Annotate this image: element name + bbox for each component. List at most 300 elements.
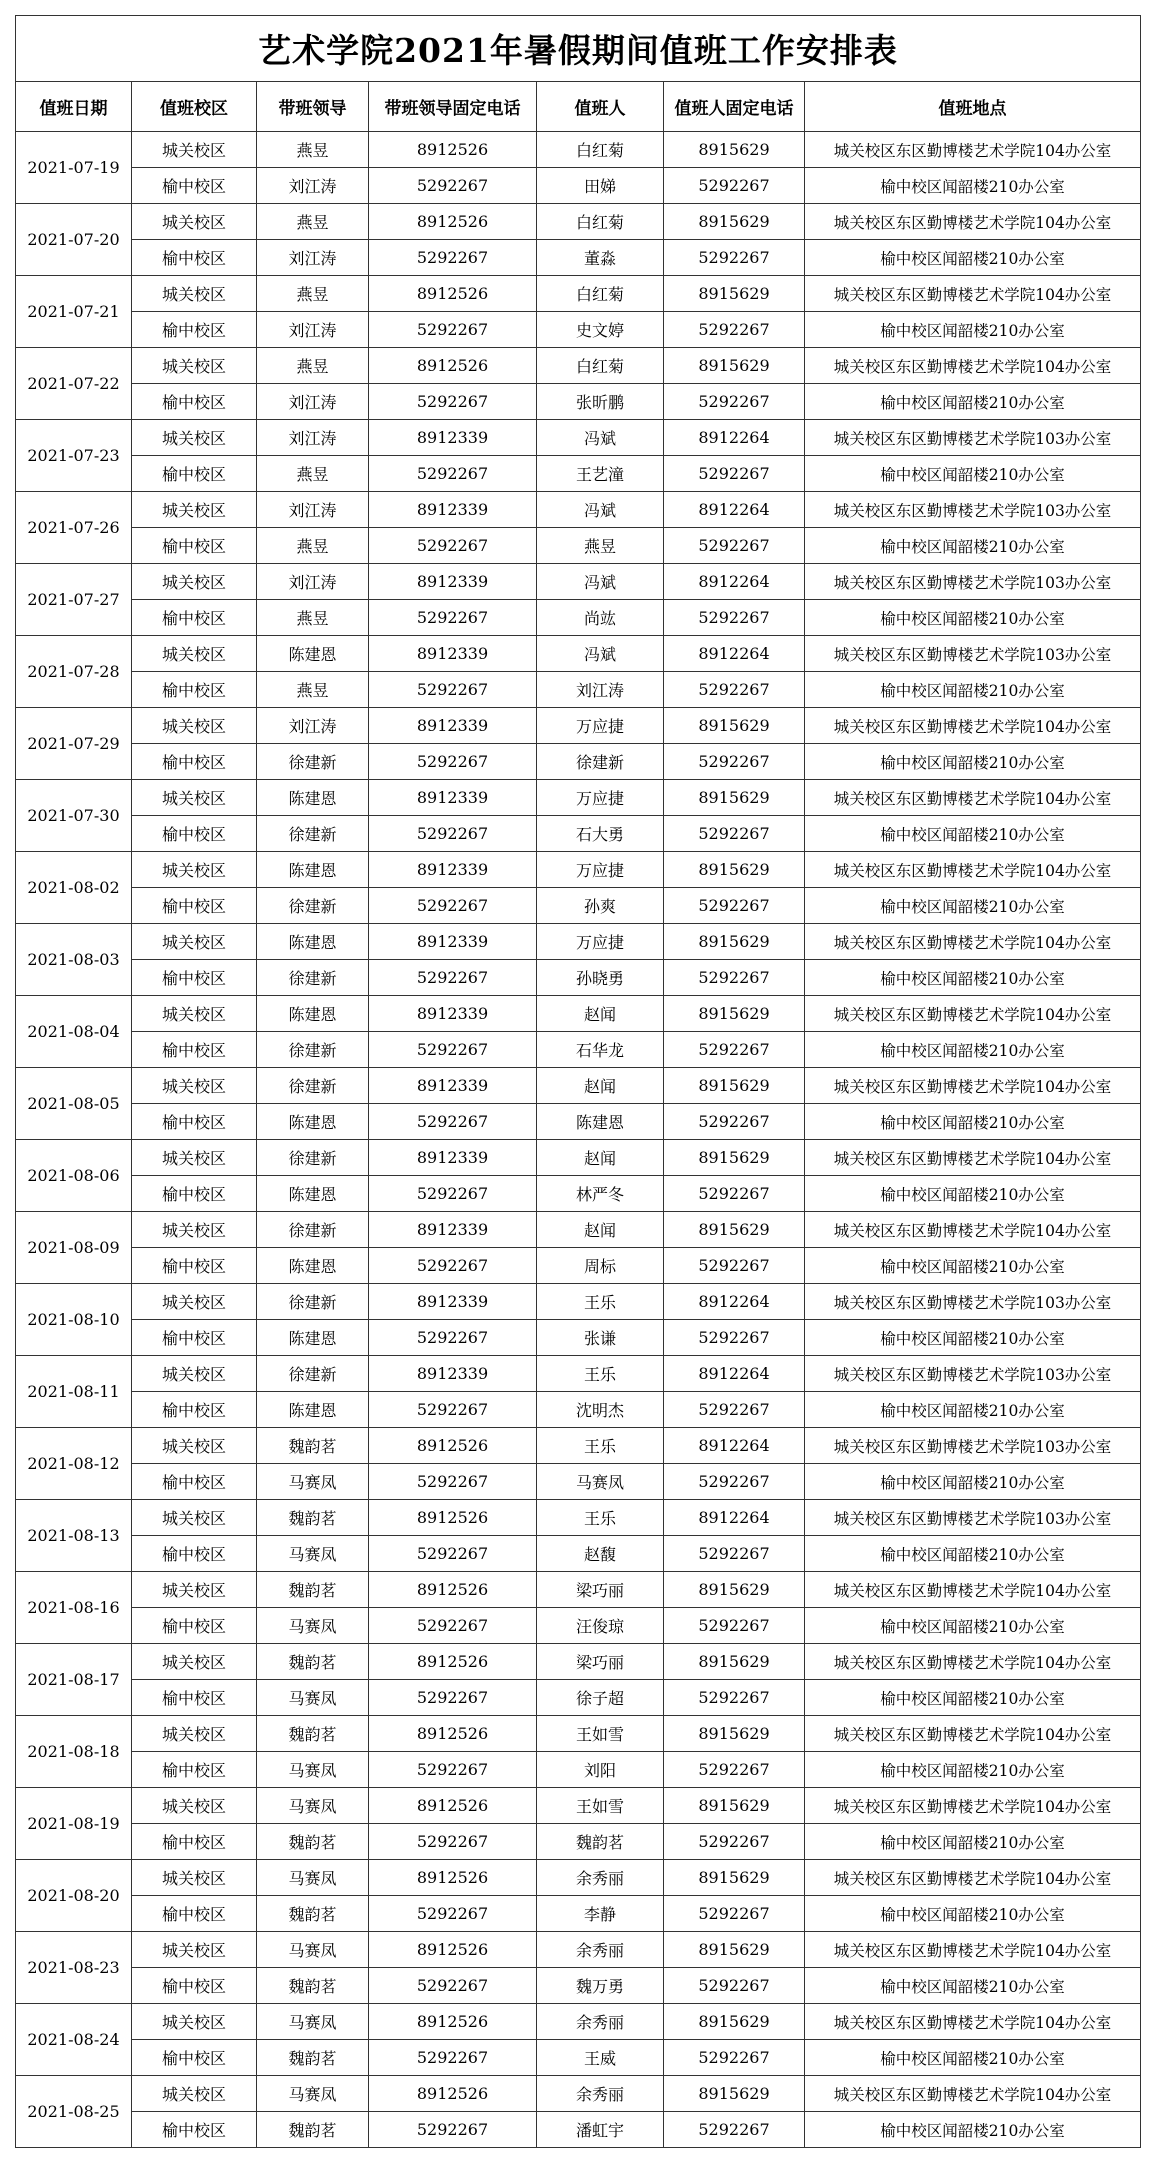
cell-leader-phone: 8912526 [369,204,537,240]
cell-leader: 马赛凤 [257,1932,369,1968]
table-row [16,1860,1141,1896]
cell-leader-phone: 8912526 [369,1500,537,1536]
cell-campus: 榆中校区 [132,1104,257,1140]
cell-leader: 魏韵茗 [257,1968,369,2004]
column-header-location: 值班地点 [805,82,1141,132]
cell-leader-phone: 8912339 [369,996,537,1032]
cell-staff-phone: 5292267 [664,600,805,636]
cell-leader: 魏韵茗 [257,1428,369,1464]
cell-location: 城关校区东区勤博楼艺术学院104办公室 [805,1644,1141,1680]
cell-location: 城关校区东区勤博楼艺术学院103办公室 [805,636,1141,672]
cell-leader-phone: 8912339 [369,1068,537,1104]
cell-staff-phone: 8915629 [664,1068,805,1104]
table-row [16,456,1141,492]
cell-location: 城关校区东区勤博楼艺术学院104办公室 [805,1572,1141,1608]
column-header-staff-phone: 值班人固定电话 [664,82,805,132]
cell-location: 榆中校区闻韶楼210办公室 [805,168,1141,204]
cell-staff-phone: 5292267 [664,1392,805,1428]
cell-leader-phone: 5292267 [369,744,537,780]
table-row [16,564,1141,600]
cell-staff-phone: 5292267 [664,888,805,924]
cell-leader-phone: 8912339 [369,420,537,456]
cell-leader-phone: 8912526 [369,1428,537,1464]
cell-staff: 陈建恩 [537,1104,664,1140]
cell-campus: 榆中校区 [132,1176,257,1212]
cell-staff-phone: 8915629 [664,1788,805,1824]
table-row [16,1896,1141,1932]
cell-staff-phone: 5292267 [664,960,805,996]
cell-staff-phone: 8912264 [664,420,805,456]
cell-staff: 刘阳 [537,1752,664,1788]
cell-leader-phone: 5292267 [369,960,537,996]
cell-location: 城关校区东区勤博楼艺术学院103办公室 [805,492,1141,528]
cell-location: 城关校区东区勤博楼艺术学院103办公室 [805,1428,1141,1464]
column-header-leader: 带班领导 [257,82,369,132]
cell-leader-phone: 8912339 [369,564,537,600]
cell-staff-phone: 5292267 [664,2040,805,2076]
cell-location: 城关校区东区勤博楼艺术学院103办公室 [805,1284,1141,1320]
cell-location: 榆中校区闻韶楼210办公室 [805,744,1141,780]
cell-location: 城关校区东区勤博楼艺术学院104办公室 [805,996,1141,1032]
cell-location: 城关校区东区勤博楼艺术学院104办公室 [805,2004,1141,2040]
cell-staff-phone: 5292267 [664,1752,805,1788]
cell-leader: 魏韵茗 [257,1896,369,1932]
table-row [16,384,1141,420]
cell-date: 2021-08-20 [16,1860,132,1932]
cell-staff: 白红菊 [537,132,664,168]
cell-staff-phone: 5292267 [664,1032,805,1068]
cell-location: 榆中校区闻韶楼210办公室 [805,600,1141,636]
cell-staff: 余秀丽 [537,1860,664,1896]
cell-date: 2021-08-13 [16,1500,132,1572]
cell-leader-phone: 8912339 [369,636,537,672]
cell-leader: 徐建新 [257,888,369,924]
cell-date: 2021-07-28 [16,636,132,708]
cell-leader-phone: 8912526 [369,348,537,384]
cell-leader: 刘江涛 [257,564,369,600]
cell-campus: 城关校区 [132,780,257,816]
cell-location: 榆中校区闻韶楼210办公室 [805,816,1141,852]
cell-staff-phone: 8915629 [664,276,805,312]
cell-staff: 王如雪 [537,1716,664,1752]
cell-location: 榆中校区闻韶楼210办公室 [805,312,1141,348]
cell-date: 2021-07-23 [16,420,132,492]
cell-leader-phone: 8912339 [369,1284,537,1320]
table-row [16,204,1141,240]
cell-staff-phone: 5292267 [664,1608,805,1644]
page-title: 艺术学院2021年暑假期间值班工作安排表 [16,16,1141,82]
cell-staff: 魏万勇 [537,1968,664,2004]
cell-leader-phone: 8912339 [369,1212,537,1248]
table-row [16,1824,1141,1860]
cell-date: 2021-08-11 [16,1356,132,1428]
cell-leader: 燕昱 [257,348,369,384]
cell-leader: 徐建新 [257,816,369,852]
cell-staff-phone: 5292267 [664,672,805,708]
cell-staff-phone: 8915629 [664,852,805,888]
cell-leader: 徐建新 [257,744,369,780]
cell-staff-phone: 8915629 [664,1140,805,1176]
cell-leader: 马赛凤 [257,1608,369,1644]
cell-leader-phone: 5292267 [369,1680,537,1716]
table-row [16,672,1141,708]
cell-location: 城关校区东区勤博楼艺术学院103办公室 [805,420,1141,456]
cell-location: 城关校区东区勤博楼艺术学院104办公室 [805,276,1141,312]
cell-leader-phone: 5292267 [369,1392,537,1428]
cell-campus: 榆中校区 [132,384,257,420]
cell-date: 2021-08-18 [16,1716,132,1788]
cell-location: 榆中校区闻韶楼210办公室 [805,1896,1141,1932]
cell-leader-phone: 8912526 [369,1860,537,1896]
cell-campus: 榆中校区 [132,1464,257,1500]
cell-location: 榆中校区闻韶楼210办公室 [805,1752,1141,1788]
table-row [16,996,1141,1032]
table-row [16,1788,1141,1824]
cell-campus: 榆中校区 [132,312,257,348]
table-row [16,888,1141,924]
table-row [16,132,1141,168]
cell-staff-phone: 8915629 [664,2076,805,2112]
cell-staff-phone: 5292267 [664,240,805,276]
cell-leader: 魏韵茗 [257,1644,369,1680]
cell-location: 榆中校区闻韶楼210办公室 [805,1608,1141,1644]
cell-campus: 城关校区 [132,1284,257,1320]
cell-location: 城关校区东区勤博楼艺术学院104办公室 [805,708,1141,744]
cell-staff: 石大勇 [537,816,664,852]
cell-staff-phone: 8912264 [664,492,805,528]
table-row [16,1356,1141,1392]
table-row [16,816,1141,852]
table-row [16,1464,1141,1500]
cell-date: 2021-08-03 [16,924,132,996]
cell-staff-phone: 8915629 [664,1716,805,1752]
cell-leader-phone: 5292267 [369,1752,537,1788]
cell-staff-phone: 8912264 [664,1356,805,1392]
column-header-date: 值班日期 [16,82,132,132]
cell-leader-phone: 5292267 [369,1176,537,1212]
cell-staff: 梁巧丽 [537,1644,664,1680]
cell-date: 2021-07-30 [16,780,132,852]
cell-location: 城关校区东区勤博楼艺术学院103办公室 [805,1500,1141,1536]
cell-campus: 榆中校区 [132,1968,257,2004]
cell-leader: 陈建恩 [257,924,369,960]
table-row [16,2004,1141,2040]
cell-leader-phone: 5292267 [369,1248,537,1284]
cell-campus: 城关校区 [132,1500,257,1536]
cell-leader: 燕昱 [257,600,369,636]
cell-staff: 潘虹宇 [537,2112,664,2148]
cell-staff-phone: 5292267 [664,744,805,780]
cell-staff: 徐建新 [537,744,664,780]
cell-staff-phone: 5292267 [664,1320,805,1356]
table-row [16,1248,1141,1284]
cell-location: 城关校区东区勤博楼艺术学院104办公室 [805,1068,1141,1104]
cell-staff: 冯斌 [537,492,664,528]
cell-staff-phone: 8912264 [664,564,805,600]
cell-campus: 榆中校区 [132,1896,257,1932]
cell-leader-phone: 8912526 [369,2076,537,2112]
cell-leader-phone: 5292267 [369,2112,537,2148]
cell-campus: 榆中校区 [132,1824,257,1860]
cell-leader: 燕昱 [257,528,369,564]
cell-staff-phone: 5292267 [664,2112,805,2148]
column-header-staff: 值班人 [537,82,664,132]
cell-campus: 城关校区 [132,708,257,744]
cell-leader-phone: 8912526 [369,1572,537,1608]
table-row [16,492,1141,528]
cell-campus: 榆中校区 [132,240,257,276]
cell-staff-phone: 8912264 [664,636,805,672]
cell-date: 2021-07-20 [16,204,132,276]
cell-staff: 王乐 [537,1356,664,1392]
cell-campus: 榆中校区 [132,1320,257,1356]
table-header-row [16,82,1141,132]
table-row [16,312,1141,348]
cell-leader: 徐建新 [257,1140,369,1176]
table-row [16,1176,1141,1212]
cell-staff: 徐子超 [537,1680,664,1716]
cell-campus: 城关校区 [132,1212,257,1248]
cell-staff: 张谦 [537,1320,664,1356]
cell-campus: 城关校区 [132,636,257,672]
cell-campus: 城关校区 [132,1428,257,1464]
cell-date: 2021-07-29 [16,708,132,780]
cell-leader: 燕昱 [257,672,369,708]
table-row [16,852,1141,888]
cell-leader-phone: 5292267 [369,1896,537,1932]
table-row [16,1968,1141,2004]
cell-leader-phone: 8912339 [369,492,537,528]
table-row [16,1716,1141,1752]
cell-location: 榆中校区闻韶楼210办公室 [805,1032,1141,1068]
table-row [16,1140,1141,1176]
cell-leader-phone: 5292267 [369,888,537,924]
cell-leader-phone: 5292267 [369,528,537,564]
cell-date: 2021-07-21 [16,276,132,348]
cell-staff: 刘江涛 [537,672,664,708]
table-row [16,1212,1141,1248]
cell-leader: 刘江涛 [257,312,369,348]
cell-campus: 城关校区 [132,132,257,168]
cell-staff: 尚竑 [537,600,664,636]
cell-date: 2021-08-05 [16,1068,132,1140]
cell-staff: 冯斌 [537,636,664,672]
table-row [16,1536,1141,1572]
cell-staff: 史文婷 [537,312,664,348]
cell-staff: 白红菊 [537,276,664,312]
cell-leader: 徐建新 [257,1356,369,1392]
cell-leader: 马赛凤 [257,1788,369,1824]
cell-date: 2021-08-17 [16,1644,132,1716]
cell-campus: 城关校区 [132,1644,257,1680]
cell-leader: 魏韵茗 [257,1824,369,1860]
cell-leader-phone: 8912526 [369,1788,537,1824]
cell-campus: 城关校区 [132,420,257,456]
cell-leader: 刘江涛 [257,168,369,204]
cell-staff: 王威 [537,2040,664,2076]
cell-campus: 城关校区 [132,1860,257,1896]
cell-staff: 余秀丽 [537,2076,664,2112]
cell-leader: 马赛凤 [257,1860,369,1896]
cell-location: 城关校区东区勤博楼艺术学院103办公室 [805,564,1141,600]
cell-location: 榆中校区闻韶楼210办公室 [805,1248,1141,1284]
cell-staff-phone: 8912264 [664,1428,805,1464]
cell-date: 2021-08-10 [16,1284,132,1356]
cell-staff: 冯斌 [537,420,664,456]
cell-staff-phone: 8912264 [664,1284,805,1320]
table-row [16,2076,1141,2112]
cell-location: 城关校区东区勤博楼艺术学院104办公室 [805,780,1141,816]
table-row [16,168,1141,204]
cell-leader: 刘江涛 [257,384,369,420]
cell-location: 榆中校区闻韶楼210办公室 [805,960,1141,996]
cell-leader: 刘江涛 [257,492,369,528]
cell-leader: 马赛凤 [257,1752,369,1788]
cell-location: 榆中校区闻韶楼210办公室 [805,240,1141,276]
cell-staff: 万应捷 [537,924,664,960]
cell-leader-phone: 8912339 [369,1140,537,1176]
cell-leader-phone: 5292267 [369,1608,537,1644]
table-row [16,528,1141,564]
cell-campus: 榆中校区 [132,960,257,996]
cell-location: 榆中校区闻韶楼210办公室 [805,1464,1141,1500]
cell-leader-phone: 8912339 [369,780,537,816]
cell-campus: 榆中校区 [132,1680,257,1716]
cell-campus: 榆中校区 [132,888,257,924]
cell-leader-phone: 8912339 [369,924,537,960]
cell-leader-phone: 5292267 [369,600,537,636]
cell-leader: 刘江涛 [257,420,369,456]
cell-date: 2021-08-19 [16,1788,132,1860]
cell-location: 城关校区东区勤博楼艺术学院104办公室 [805,132,1141,168]
cell-location: 榆中校区闻韶楼210办公室 [805,1536,1141,1572]
cell-staff: 董淼 [537,240,664,276]
cell-date: 2021-07-19 [16,132,132,204]
cell-location: 榆中校区闻韶楼210办公室 [805,1968,1141,2004]
cell-leader-phone: 8912526 [369,276,537,312]
cell-staff-phone: 5292267 [664,168,805,204]
table-row [16,276,1141,312]
cell-location: 城关校区东区勤博楼艺术学院104办公室 [805,1716,1141,1752]
cell-staff-phone: 8915629 [664,924,805,960]
cell-leader: 燕昱 [257,456,369,492]
cell-leader-phone: 5292267 [369,1824,537,1860]
cell-staff: 白红菊 [537,204,664,240]
cell-date: 2021-07-27 [16,564,132,636]
cell-campus: 城关校区 [132,276,257,312]
cell-location: 城关校区东区勤博楼艺术学院104办公室 [805,204,1141,240]
cell-leader-phone: 5292267 [369,1104,537,1140]
cell-campus: 榆中校区 [132,1608,257,1644]
cell-staff: 余秀丽 [537,1932,664,1968]
cell-date: 2021-08-02 [16,852,132,924]
cell-staff: 孙爽 [537,888,664,924]
cell-campus: 城关校区 [132,1572,257,1608]
cell-staff: 王乐 [537,1428,664,1464]
cell-campus: 城关校区 [132,564,257,600]
cell-staff: 孙晓勇 [537,960,664,996]
cell-location: 榆中校区闻韶楼210办公室 [805,1392,1141,1428]
cell-location: 榆中校区闻韶楼210办公室 [805,2040,1141,2076]
cell-location: 榆中校区闻韶楼210办公室 [805,1104,1141,1140]
table-row [16,1284,1141,1320]
cell-campus: 城关校区 [132,348,257,384]
cell-date: 2021-08-04 [16,996,132,1068]
cell-leader: 陈建恩 [257,1104,369,1140]
cell-staff: 万应捷 [537,708,664,744]
cell-location: 榆中校区闻韶楼210办公室 [805,528,1141,564]
cell-leader-phone: 5292267 [369,456,537,492]
cell-staff: 余秀丽 [537,2004,664,2040]
cell-staff: 田娣 [537,168,664,204]
cell-leader: 燕昱 [257,204,369,240]
cell-leader-phone: 5292267 [369,312,537,348]
cell-date: 2021-08-09 [16,1212,132,1284]
cell-leader-phone: 8912526 [369,132,537,168]
cell-date: 2021-08-16 [16,1572,132,1644]
cell-leader-phone: 8912526 [369,2004,537,2040]
cell-staff-phone: 5292267 [664,1824,805,1860]
cell-staff-phone: 8915629 [664,204,805,240]
cell-date: 2021-08-25 [16,2076,132,2148]
cell-staff: 汪俊琼 [537,1608,664,1644]
cell-staff-phone: 8915629 [664,996,805,1032]
table-row [16,960,1141,996]
cell-staff: 马赛凤 [537,1464,664,1500]
cell-staff: 王乐 [537,1500,664,1536]
cell-leader: 刘江涛 [257,240,369,276]
cell-campus: 城关校区 [132,1716,257,1752]
cell-staff-phone: 8915629 [664,1860,805,1896]
cell-campus: 城关校区 [132,204,257,240]
cell-leader-phone: 8912339 [369,708,537,744]
cell-staff-phone: 8915629 [664,780,805,816]
table-row [16,420,1141,456]
cell-leader-phone: 5292267 [369,2040,537,2076]
cell-leader: 魏韵茗 [257,1572,369,1608]
cell-staff-phone: 8912264 [664,1500,805,1536]
cell-leader: 马赛凤 [257,1464,369,1500]
cell-leader-phone: 5292267 [369,240,537,276]
cell-location: 城关校区东区勤博楼艺术学院104办公室 [805,1860,1141,1896]
cell-staff: 石华龙 [537,1032,664,1068]
cell-location: 城关校区东区勤博楼艺术学院104办公室 [805,2076,1141,2112]
table-row [16,1500,1141,1536]
cell-staff-phone: 5292267 [664,1536,805,1572]
cell-campus: 榆中校区 [132,1752,257,1788]
cell-campus: 榆中校区 [132,744,257,780]
cell-leader-phone: 5292267 [369,1968,537,2004]
cell-staff-phone: 5292267 [664,1968,805,2004]
cell-staff-phone: 8915629 [664,1932,805,1968]
cell-location: 城关校区东区勤博楼艺术学院104办公室 [805,1212,1141,1248]
cell-location: 城关校区东区勤博楼艺术学院103办公室 [805,1356,1141,1392]
table-row [16,636,1141,672]
cell-staff-phone: 5292267 [664,1896,805,1932]
table-row [16,2040,1141,2076]
cell-location: 城关校区东区勤博楼艺术学院104办公室 [805,348,1141,384]
table-row [16,1572,1141,1608]
cell-campus: 榆中校区 [132,1248,257,1284]
cell-staff: 赵闻 [537,1068,664,1104]
cell-leader: 魏韵茗 [257,2040,369,2076]
cell-leader: 徐建新 [257,960,369,996]
cell-staff-phone: 8915629 [664,1572,805,1608]
cell-staff-phone: 5292267 [664,1248,805,1284]
cell-leader-phone: 8912339 [369,852,537,888]
cell-staff-phone: 5292267 [664,384,805,420]
duty-schedule-table [15,15,1141,2148]
